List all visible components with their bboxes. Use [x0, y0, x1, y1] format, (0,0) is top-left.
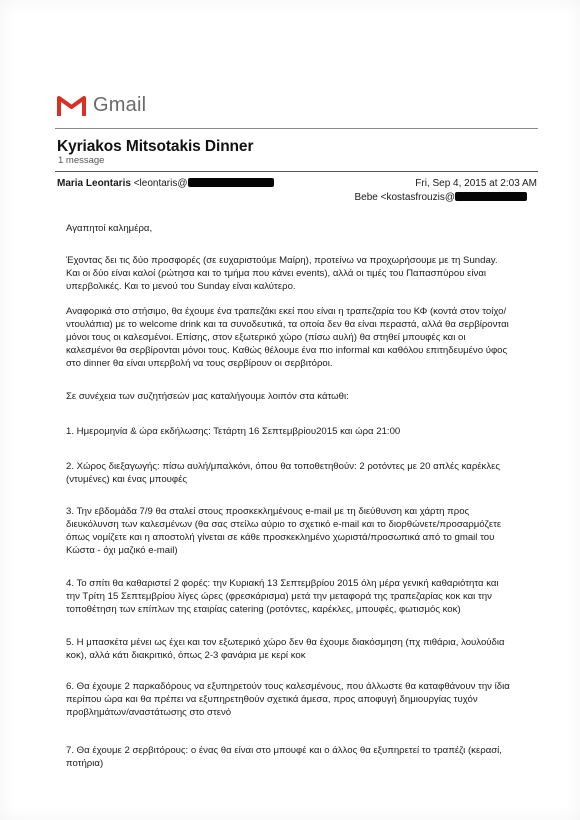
gmail-wordmark: Gmail: [93, 93, 147, 116]
sender-name: Maria Leontaris: [57, 178, 131, 189]
recipient-prefix: Bebe <kostasfrouzis@: [354, 192, 455, 203]
list-item-6: 6. Θα έχουμε 2 παρκαδόρους να εξυπηρετούν τους καλεσμένους, που άλλωστε θα καταφθάνουν την ίδια περίπου ώρα και θα πρέπει να εξυπηρετηθούν σχετικά άμεσα, προς αποφυγή δημιουργίας τυχόν προβλημάτων/αναστάτωσης στο στενό: [66, 681, 510, 718]
summary-intro: Σε συνέχεια των συζητήσεών μας καταλήγουμε λοιπόν στα κάτωθι:: [66, 391, 349, 402]
header-divider: [55, 128, 538, 129]
list-item-5: 5. Η μπασκέτα μένει ως έχει και τον εξωτερικό χώρο δεν θα έχουμε διακόσμηση (πχ πιθάρια, λουλούδια κοκ), αλλά κάτι διακριτικό, όπως 2-3 φανάρια με κερί κοκ: [66, 637, 505, 661]
thread-subject: Kyriakos Mitsotakis Dinner: [57, 138, 254, 155]
sender-email-redaction: [188, 178, 274, 187]
greeting: Αγαπητοί καλημέρα,: [66, 223, 153, 234]
sender-email-prefix: <leontaris@: [133, 178, 188, 189]
intro-paragraph: Έχοντας δει τις δύο προσφορές (σε ευχαριστούμε Μαίρη), προτείνω να προχωρήσουμε με τη Sunday. Και οι δύο είναι καλοί (ρώτησα και το τμήμα που κάνει events), αλλά οι τιμές του Παπασπύρου είναι υπερβολικές. Και το μενού του Sunday είναι καλύτερο.: [66, 255, 498, 292]
list-item-3: 3. Την εβδομάδα 7/9 θα σταλεί στους προσκεκλημένους e-mail με τη διεύθυνση και χάρτη προς διευκόλυνση των καλεσμένων (θα σας στείλω αύριο το σχετικό e-mail και το διορθώνετε/προσαρμόζετε όπως νομίζετε και η αποστολή γίνεται σε κάθε προσκεκλημένο χωριστά/προσωπικά από το gmail του Κώστα - όχι μαζικό e-mail): [66, 506, 502, 556]
list-item-2: 2. Χώρος διεξαγωγής: πίσω αυλή/μπαλκόνι, όπου θα τοποθετηθούν: 2 ροτόντες με 20 απλές καρέκλες (ντυμένες) και ένας μπουφές: [66, 461, 501, 485]
message-date: Fri, Sep 4, 2015 at 2:03 AM: [415, 178, 537, 189]
list-item-7: 7. Θα έχουμε 2 σερβιτόρους: ο ένας θα είναι στο μπουφέ και ο άλλος θα εξυπηρετεί το τραπέζι (κερασί, ποτήρια): [66, 745, 502, 769]
list-item-7-cutoff: [66, 744, 514, 770]
list-item-1: 1. Ημερομηνία & ώρα εκδήλωσης: Τετάρτη 16 Σεπτεμβρίου2015 και ώρα 21:00: [66, 426, 401, 437]
message-count: 1 message: [58, 155, 105, 166]
gmail-header: [57, 92, 146, 118]
message-body: [66, 222, 514, 736]
recipient-line: [355, 192, 527, 203]
setup-paragraph: Αναφορικά στο στήσιμο, θα έχουμε ένα τραπεζάκι εκεί που είναι η τραπεζαρία του ΚΦ (κοντά στον τοίχο/ντουλάπια) με το welcome drink και τα συνοδευτικά, τα οποία δεν θα είναι περαστά, αλλά θα σερβίρονται μόνοι τους οι καλεσμένοι. Επίσης, στον εξωτερικό χώρο (πίσω αυλή) θα στηθεί μπουφές και οι καλεσμένοι θα σερβίρονται μόνοι τους. Καθώς θέλουμε ένα πιο informal και καθόλου επιτηδευμένο ύφος στο dinner θα είναι υπερβολή να τους σερβίρουν οι σερβιτόροι.: [66, 306, 509, 369]
subject-divider: [55, 171, 538, 172]
list-item-4: 4. Το σπίτι θα καθαριστεί 2 φορές: την Κυριακή 13 Σεπτεμβρίου 2015 όλη μέρα γενική καθαριότητα και την Τρίτη 15 Σεπτεμβρίου λίγες ώρες (φρεσκάρισμα) μετά την μεταφορά της τραπεζαρίας κοκ και την τοποθέτηση των επίπλων της εταιρίας catering (ροτόντες, καρέκλες, μπουφές, φωτισμός κοκ): [66, 578, 499, 615]
recipient-email-redaction: [455, 192, 527, 201]
sender-line: [57, 178, 274, 189]
gmail-m-logo-icon: [57, 94, 86, 116]
